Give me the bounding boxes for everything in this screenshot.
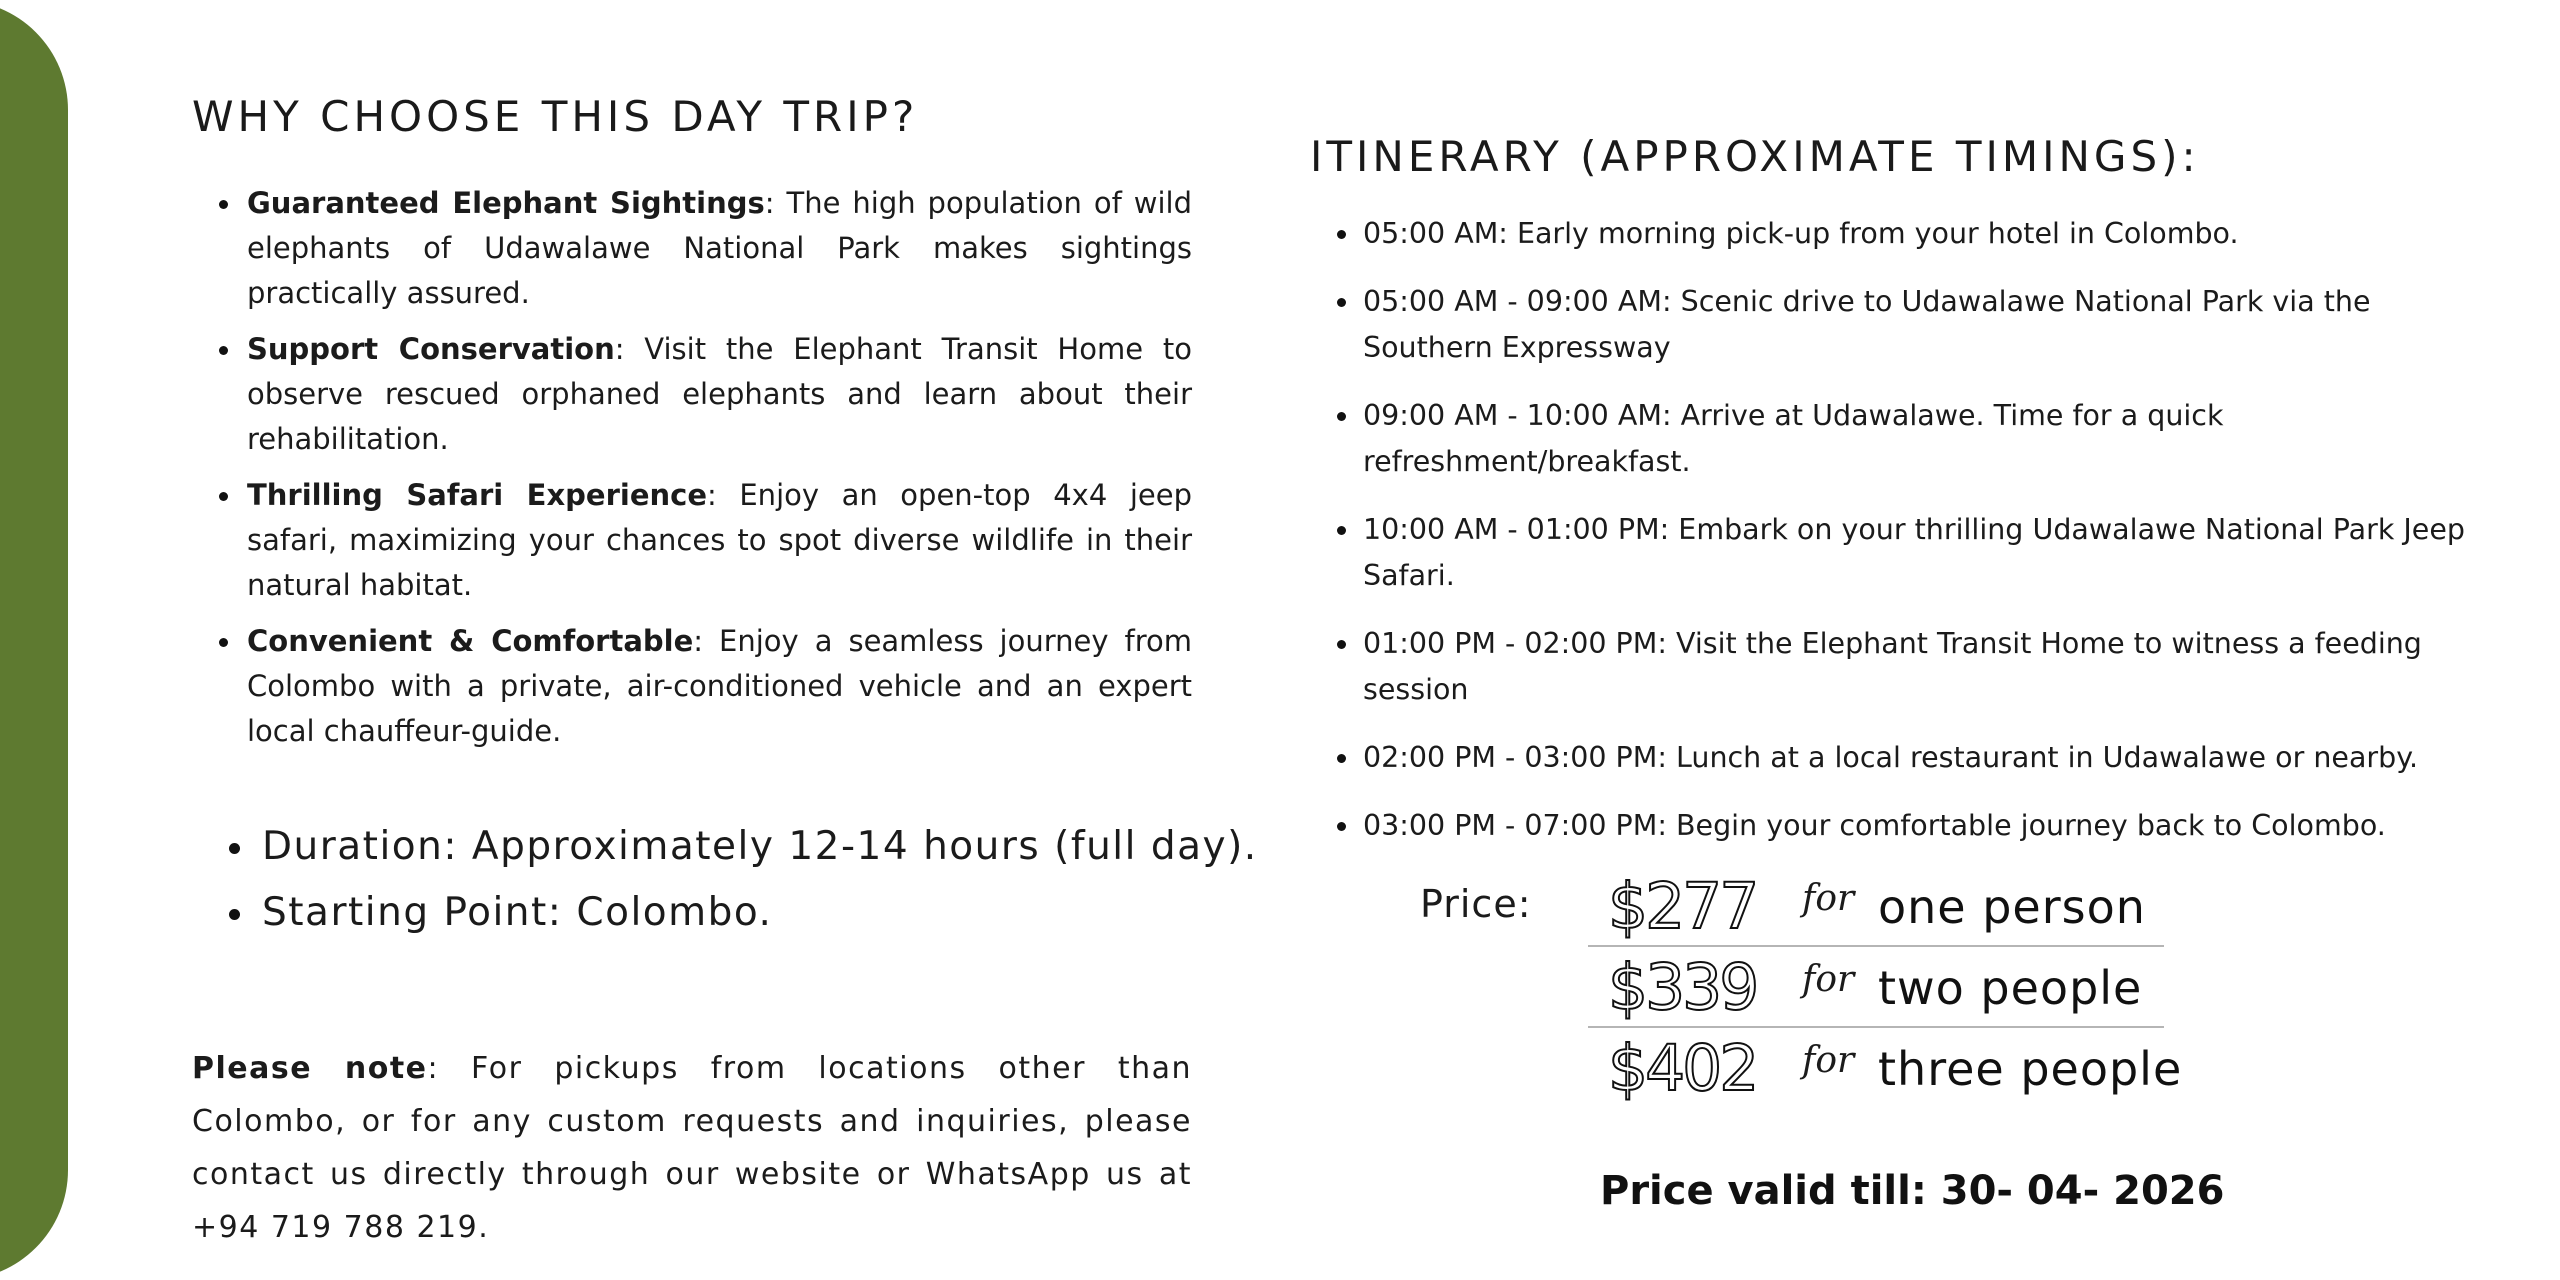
price-table bbox=[1588, 868, 2183, 1109]
price-valid-date: Price valid till: 30- 04- 2026 bbox=[1600, 1168, 2225, 1214]
why-item-comfort bbox=[192, 619, 1192, 754]
why-item-heading: Guaranteed Elephant Sightings bbox=[247, 186, 765, 220]
why-item-heading: Convenient & Comfortable bbox=[247, 624, 694, 658]
price-row-two-people bbox=[1588, 949, 2164, 1028]
price-label: Price: bbox=[1420, 882, 1532, 926]
price-for-word: for bbox=[1802, 1040, 1855, 1081]
itinerary-item: 09:00 AM - 10:00 AM: Arrive at Udawalawe. Time for a quick refreshment/breakfast. bbox=[1310, 393, 2530, 485]
note-text: : For pickups from locations other than Colombo, or for any custom requests and inquiries, please contact us directly through our website or WhatsApp us at +94 719 788 219. bbox=[192, 1051, 1192, 1245]
green-side-band bbox=[0, 0, 68, 1280]
why-choose-title: WHY CHOOSE THIS DAY TRIP? bbox=[192, 92, 919, 141]
price-for-word: for bbox=[1802, 959, 1855, 1000]
note-heading: Please note bbox=[192, 1051, 428, 1086]
itinerary-list bbox=[1310, 211, 2530, 849]
why-choose-list bbox=[192, 181, 1192, 754]
price-group-size: three people bbox=[1878, 1042, 2183, 1096]
why-item-text: : Enjoy a seamless journey from Colombo with a private, air-conditioned vehicle and an expert local chauffeur-guide. bbox=[247, 624, 1192, 748]
price-row-three-people bbox=[1588, 1030, 2183, 1107]
price-amount: $402 bbox=[1608, 1032, 1757, 1105]
why-item-text: : Enjoy an open-top 4x4 jeep safari, maximizing your chances to spot diverse wildlife in their natural habitat. bbox=[247, 478, 1192, 602]
price-group-size: two people bbox=[1878, 961, 2143, 1015]
why-item-heading: Thrilling Safari Experience bbox=[247, 478, 708, 512]
itinerary-item: 05:00 AM: Early morning pick-up from your hotel in Colombo. bbox=[1310, 211, 2530, 257]
itinerary-item: 02:00 PM - 03:00 PM: Lunch at a local restaurant in Udawalawe or nearby. bbox=[1310, 735, 2530, 781]
why-item-conservation bbox=[192, 327, 1192, 462]
price-amount: $277 bbox=[1608, 870, 1757, 943]
trip-facts-list bbox=[192, 814, 1258, 946]
why-choose-section bbox=[192, 92, 1258, 1254]
itinerary-title: ITINERARY (APPROXIMATE TIMINGS): bbox=[1310, 132, 2200, 181]
why-item-safari bbox=[192, 473, 1192, 608]
price-amount: $339 bbox=[1608, 951, 1757, 1024]
price-row-one-person bbox=[1588, 868, 2164, 947]
why-item-elephant-sightings bbox=[192, 181, 1192, 316]
price-group-size: one person bbox=[1878, 880, 2146, 934]
itinerary-item: 05:00 AM - 09:00 AM: Scenic drive to Udawalawe National Park via the Southern Expressway bbox=[1310, 279, 2453, 371]
starting-point-fact: Starting Point: Colombo. bbox=[192, 880, 1192, 946]
itinerary-item: 10:00 AM - 01:00 PM: Embark on your thrilling Udawalawe National Park Jeep Safari. bbox=[1310, 507, 2530, 599]
duration-fact: Duration: Approximately 12-14 hours (full day). bbox=[192, 814, 1192, 880]
itinerary-item: 01:00 PM - 02:00 PM: Visit the Elephant Transit Home to witness a feeding session bbox=[1310, 621, 2530, 713]
price-for-word: for bbox=[1802, 878, 1855, 919]
itinerary-section bbox=[1310, 132, 2530, 871]
why-item-text: : Visit the Elephant Transit Home to observe rescued orphaned elephants and learn about their rehabilitation. bbox=[247, 332, 1192, 456]
pickup-note bbox=[192, 1042, 1192, 1254]
itinerary-item: 03:00 PM - 07:00 PM: Begin your comfortable journey back to Colombo. bbox=[1310, 803, 2530, 849]
why-item-text: : The high population of wild elephants of Udawalawe National Park makes sightings practically assured. bbox=[247, 186, 1192, 310]
why-item-heading: Support Conservation bbox=[247, 332, 615, 366]
